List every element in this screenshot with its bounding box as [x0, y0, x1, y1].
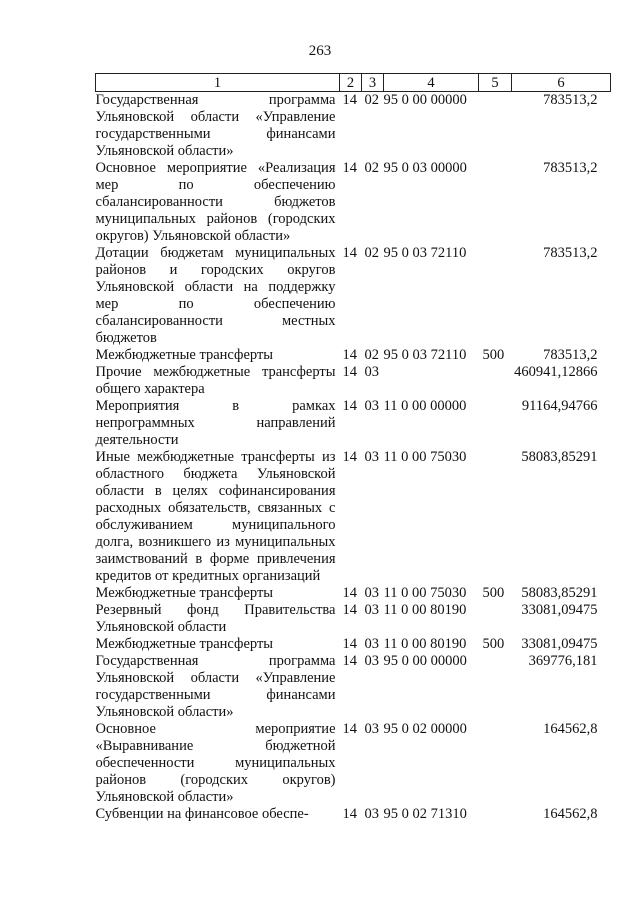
row-expense-type-cell — [479, 721, 512, 806]
row-expense-type-cell — [479, 92, 512, 161]
table-row — [96, 160, 611, 245]
row-target-article-cell: 11 0 00 80190 — [383, 602, 467, 618]
header-col-4: 4 — [384, 74, 479, 92]
table-row — [96, 721, 611, 806]
row-target-article-cell: 95 0 00 00000 — [383, 92, 467, 108]
row-expense-type-cell — [479, 449, 512, 585]
row-amount-cell: 783513,2 — [543, 347, 598, 363]
table-body — [96, 92, 611, 824]
row-expense-type-cell — [479, 245, 512, 347]
row-name-cell: Государственная программа Ульяновской области «Управление государственными финансами Ульяновской области» — [95, 653, 336, 720]
row-expense-type-cell — [479, 653, 512, 721]
row-amount-cell: 58083,85291 — [521, 585, 598, 601]
row-amount-cell: 783513,2 — [543, 245, 598, 261]
budget-table — [95, 73, 611, 823]
row-name-cell: Межбюджетные трансферты — [95, 585, 274, 601]
table-row — [96, 364, 611, 398]
row-name-cell: Прочие межбюджетные трансферты общего характера — [95, 364, 336, 397]
page-number: 263 — [308, 43, 332, 59]
table-row — [96, 653, 611, 721]
row-target-article-cell: 95 0 02 00000 — [383, 721, 467, 737]
row-name-cell: Иные межбюджетные трансферты из областного бюджета Ульяновской области в целях софинансирования расходных обязательств, связанных с обслуживанием муниципального долга, возникшего из муниципальных заимствований в форме привлечения кредитов от кредитных организаций — [95, 449, 336, 584]
row-amount-cell: 33081,09475 — [521, 602, 598, 618]
row-name-cell: Дотации бюджетам муниципальных районов и городских округов Ульяновской области на поддержку мер по обеспечению сбалансированности местных бюджетов — [95, 245, 336, 346]
row-expense-type-cell: 500 — [482, 347, 505, 363]
row-target-article-cell: 11 0 00 75030 — [383, 449, 467, 465]
row-name-cell: Резервный фонд Правительства Ульяновской области — [95, 602, 336, 635]
row-amount-cell: 91164,94766 — [521, 398, 598, 414]
header-col-5: 5 — [479, 74, 512, 92]
row-section-cell: 14 — [342, 364, 357, 380]
row-amount-cell: 369776,181 — [528, 653, 598, 669]
row-subsection-cell: 03 — [364, 636, 379, 652]
row-expense-type-cell — [479, 160, 512, 245]
row-section-cell: 14 — [342, 347, 357, 363]
row-expense-type-cell: 500 — [482, 636, 505, 652]
row-name-cell: Основное мероприятие «Реализация мер по обеспечению сбалансированности бюджетов муниципальных районов (городских округов) Ульяновской области» — [95, 160, 336, 244]
table-row — [96, 636, 611, 653]
row-target-article-cell: 11 0 00 75030 — [383, 585, 467, 601]
table-row — [96, 245, 611, 347]
header-col-2: 2 — [340, 74, 362, 92]
row-name-cell: Межбюджетные трансферты — [95, 347, 274, 363]
header-col-3: 3 — [362, 74, 384, 92]
row-expense-type-cell — [479, 602, 512, 636]
row-subsection-cell: 03 — [364, 585, 379, 601]
row-section-cell: 14 — [342, 449, 357, 465]
row-target-article-cell: 95 0 03 00000 — [383, 160, 467, 176]
row-expense-type-cell — [479, 806, 512, 823]
header-col-1: 1 — [96, 74, 340, 92]
table-row — [96, 602, 611, 636]
row-amount-cell: 783513,2 — [543, 160, 598, 176]
table-row — [96, 92, 611, 161]
row-name-cell: Государственная программа Ульяновской области «Управление государственными финансами Ульяновской области» — [95, 92, 336, 159]
row-section-cell: 14 — [342, 806, 357, 822]
header-col-6: 6 — [512, 74, 611, 92]
table-row — [96, 449, 611, 585]
row-section-cell: 14 — [342, 160, 357, 176]
table-row — [96, 398, 611, 449]
row-amount-cell: 58083,85291 — [521, 449, 598, 465]
row-target-article-cell: 95 0 02 71310 — [383, 806, 467, 822]
row-target-article-cell: 95 0 00 00000 — [383, 653, 467, 669]
row-name-cell: Мероприятия в рамках непрограммных направлений деятельности — [95, 398, 336, 448]
row-section-cell: 14 — [342, 585, 357, 601]
row-expense-type-cell — [479, 364, 512, 398]
row-amount-cell: 33081,09475 — [521, 636, 598, 652]
row-target-article-cell: 11 0 00 80190 — [383, 636, 467, 652]
row-amount-cell: 783513,2 — [543, 92, 598, 108]
table-row — [96, 347, 611, 364]
row-target-article-cell: 95 0 03 72110 — [383, 347, 467, 363]
row-section-cell: 14 — [342, 653, 357, 669]
row-name-cell: Основное мероприятие «Выравнивание бюджетной обеспеченности муниципальных районов (городских округов) Ульяновской области» — [95, 721, 336, 805]
row-section-cell: 14 — [342, 636, 357, 652]
row-section-cell: 14 — [342, 245, 357, 261]
row-amount-cell: 164562,8 — [543, 806, 598, 822]
row-subsection-cell: 03 — [364, 602, 379, 618]
header-row — [96, 74, 611, 92]
row-name-cell: Межбюджетные трансферты — [95, 636, 274, 652]
row-target-article-cell — [384, 364, 479, 398]
row-expense-type-cell — [479, 398, 512, 449]
row-subsection-cell: 03 — [364, 806, 379, 822]
row-subsection-cell: 02 — [364, 160, 379, 176]
table-header — [96, 74, 611, 92]
row-subsection-cell: 03 — [364, 721, 379, 737]
row-target-article-cell: 95 0 03 72110 — [383, 245, 467, 261]
row-name-cell: Субвенции на финансовое обеспе- — [95, 806, 309, 822]
row-amount-cell: 164562,8 — [543, 721, 598, 737]
row-subsection-cell: 03 — [364, 449, 379, 465]
row-target-article-cell: 11 0 00 00000 — [383, 398, 467, 414]
row-subsection-cell: 02 — [364, 347, 379, 363]
table-row — [96, 585, 611, 602]
table-row — [96, 806, 611, 823]
row-expense-type-cell: 500 — [482, 585, 505, 601]
row-amount-cell: 460941,12866 — [514, 364, 598, 380]
row-section-cell: 14 — [342, 721, 357, 737]
row-subsection-cell: 03 — [364, 398, 379, 414]
row-section-cell: 14 — [342, 398, 357, 414]
row-subsection-cell: 03 — [364, 364, 379, 380]
row-subsection-cell: 02 — [364, 92, 379, 108]
row-subsection-cell: 03 — [364, 653, 379, 669]
row-section-cell: 14 — [342, 602, 357, 618]
row-section-cell: 14 — [342, 92, 357, 108]
row-subsection-cell: 02 — [364, 245, 379, 261]
